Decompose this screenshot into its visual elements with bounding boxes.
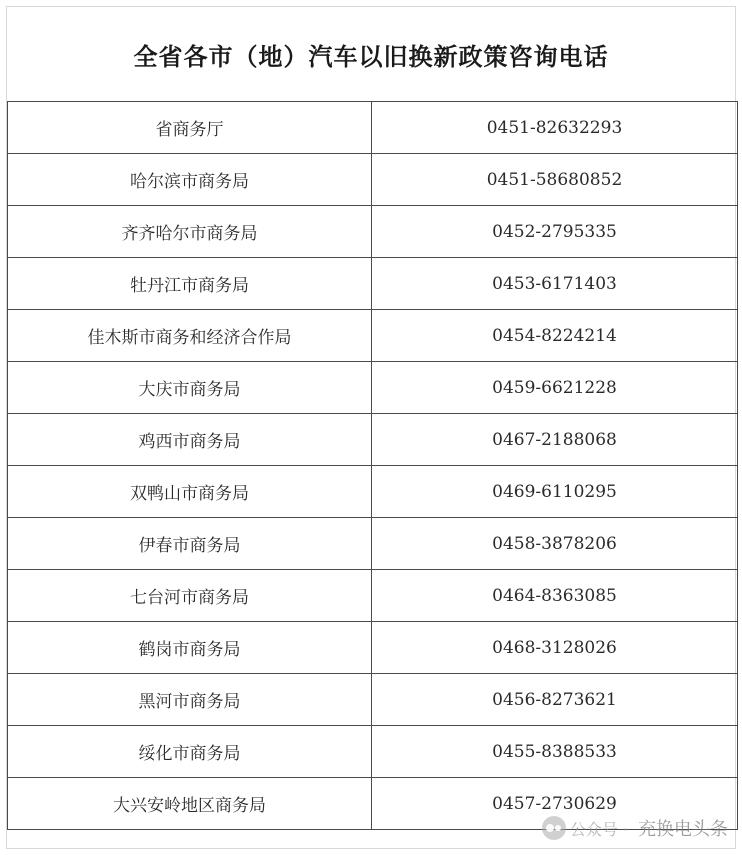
department-cell: 鸡西市商务局 <box>8 414 372 466</box>
document-page <box>6 6 736 849</box>
phone-cell: 0467-2188068 <box>372 414 738 466</box>
phone-cell: 0452-2795335 <box>372 206 738 258</box>
table-row <box>8 102 738 154</box>
department-cell: 省商务厅 <box>8 102 372 154</box>
table-row <box>8 778 738 830</box>
department-cell: 黑河市商务局 <box>8 674 372 726</box>
table-row <box>8 726 738 778</box>
phone-cell: 0455-8388533 <box>372 726 738 778</box>
table-row <box>8 154 738 206</box>
contact-table <box>7 101 738 830</box>
table-row <box>8 674 738 726</box>
department-cell: 七台河市商务局 <box>8 570 372 622</box>
department-cell: 齐齐哈尔市商务局 <box>8 206 372 258</box>
table-row <box>8 258 738 310</box>
contact-table-body <box>8 102 738 830</box>
table-row <box>8 414 738 466</box>
department-cell: 佳木斯市商务和经济合作局 <box>8 310 372 362</box>
phone-cell: 0458-3878206 <box>372 518 738 570</box>
table-row <box>8 362 738 414</box>
phone-cell: 0451-58680852 <box>372 154 738 206</box>
table-row <box>8 570 738 622</box>
phone-cell: 0464-8363085 <box>372 570 738 622</box>
table-row <box>8 310 738 362</box>
table-row <box>8 206 738 258</box>
phone-cell: 0457-2730629 <box>372 778 738 830</box>
phone-cell: 0454-8224214 <box>372 310 738 362</box>
department-cell: 牡丹江市商务局 <box>8 258 372 310</box>
phone-cell: 0469-6110295 <box>372 466 738 518</box>
department-cell: 绥化市商务局 <box>8 726 372 778</box>
watermark-account: 充换电头条 <box>638 819 728 840</box>
watermark-source: 公众号 · <box>569 819 628 839</box>
phone-cell: 0453-6171403 <box>372 258 738 310</box>
department-cell: 哈尔滨市商务局 <box>8 154 372 206</box>
phone-cell: 0468-3128026 <box>372 622 738 674</box>
department-cell: 大兴安岭地区商务局 <box>8 778 372 830</box>
phone-cell: 0451-82632293 <box>372 102 738 154</box>
table-row <box>8 466 738 518</box>
phone-cell: 0456-8273621 <box>372 674 738 726</box>
department-cell: 鹤岗市商务局 <box>8 622 372 674</box>
phone-cell: 0459-6621228 <box>372 362 738 414</box>
page-title: 全省各市（地）汽车以旧换新政策咨询电话 <box>133 42 609 71</box>
department-cell: 双鸭山市商务局 <box>8 466 372 518</box>
department-cell: 大庆市商务局 <box>8 362 372 414</box>
department-cell: 伊春市商务局 <box>8 518 372 570</box>
table-row <box>8 518 738 570</box>
table-row <box>8 622 738 674</box>
